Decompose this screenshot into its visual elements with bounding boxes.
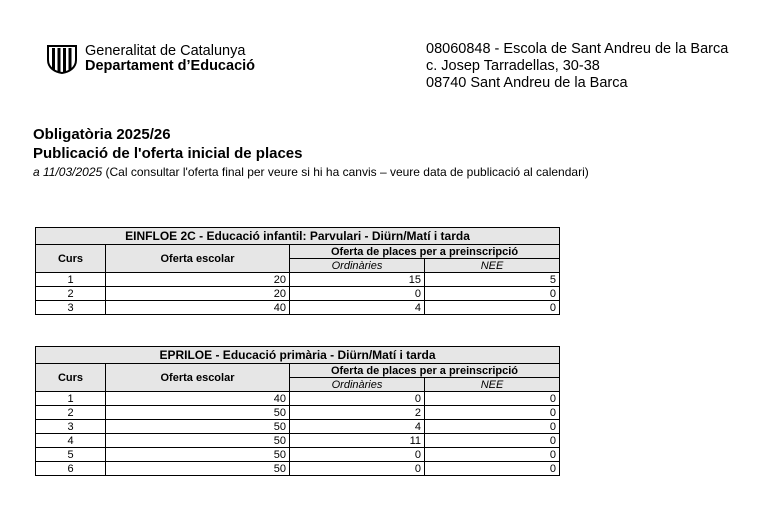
cell-ordinaries: 0 bbox=[290, 448, 425, 462]
offer-table-primaria bbox=[35, 346, 560, 476]
col-oferta-header: Oferta escolar bbox=[106, 364, 290, 392]
table-row bbox=[36, 448, 560, 462]
publication-note-text: (Cal consultar l'oferta final per veure si hi ha canvis – veure data de publicació al calendari) bbox=[102, 165, 589, 179]
cell-ordinaries: 0 bbox=[290, 462, 425, 476]
cell-ordinaries: 4 bbox=[290, 420, 425, 434]
table-row bbox=[36, 287, 560, 301]
page-subtitle: Publicació de l'oferta inicial de places bbox=[33, 145, 303, 162]
cell-nee: 0 bbox=[425, 406, 560, 420]
cell-curs: 5 bbox=[36, 448, 106, 462]
logo-line-2: Departament d’Educació bbox=[85, 58, 256, 74]
generalitat-emblem-icon bbox=[45, 44, 79, 74]
col-preinscripcio-header: Oferta de places per a preinscripció bbox=[290, 245, 560, 259]
table-row bbox=[36, 462, 560, 476]
table-row bbox=[36, 434, 560, 448]
col-nee-header: NEE bbox=[425, 378, 560, 392]
cell-curs: 6 bbox=[36, 462, 106, 476]
school-address bbox=[426, 41, 728, 92]
publication-note bbox=[33, 165, 589, 179]
cell-nee: 0 bbox=[425, 434, 560, 448]
cell-curs: 1 bbox=[36, 273, 106, 287]
cell-curs: 3 bbox=[36, 420, 106, 434]
cell-oferta: 40 bbox=[106, 392, 290, 406]
school-city: 08740 Sant Andreu de la Barca bbox=[426, 75, 628, 91]
school-code-name: 08060848 - Escola de Sant Andreu de la Barca bbox=[426, 41, 729, 57]
cell-oferta: 50 bbox=[106, 462, 290, 476]
cell-curs: 4 bbox=[36, 434, 106, 448]
generalitat-logo bbox=[45, 44, 255, 74]
cell-nee: 0 bbox=[425, 392, 560, 406]
cell-curs: 2 bbox=[36, 287, 106, 301]
page-title: Obligatòria 2025/26 bbox=[33, 126, 171, 143]
cell-oferta: 40 bbox=[106, 301, 290, 315]
cell-nee: 0 bbox=[425, 462, 560, 476]
table-title: EINFLOE 2C - Educació infantil: Parvulari - Diürn/Matí i tarda bbox=[36, 228, 560, 245]
cell-curs: 2 bbox=[36, 406, 106, 420]
publication-date: a 11/03/2025 bbox=[33, 165, 103, 179]
cell-oferta: 20 bbox=[106, 273, 290, 287]
logo-line-1: Generalitat de Catalunya bbox=[85, 43, 246, 59]
cell-nee: 0 bbox=[425, 287, 560, 301]
cell-oferta: 50 bbox=[106, 434, 290, 448]
cell-nee: 0 bbox=[425, 448, 560, 462]
col-curs-header: Curs bbox=[36, 245, 106, 273]
cell-oferta: 20 bbox=[106, 287, 290, 301]
cell-nee: 0 bbox=[425, 420, 560, 434]
table-row bbox=[36, 392, 560, 406]
cell-ordinaries: 0 bbox=[290, 392, 425, 406]
col-preinscripcio-header: Oferta de places per a preinscripció bbox=[290, 364, 560, 378]
cell-ordinaries: 0 bbox=[290, 287, 425, 301]
cell-oferta: 50 bbox=[106, 406, 290, 420]
col-nee-header: NEE bbox=[425, 259, 560, 273]
document-heading bbox=[33, 125, 589, 179]
col-ordinaries-header: Ordinàries bbox=[290, 378, 425, 392]
table-row bbox=[36, 301, 560, 315]
col-curs-header: Curs bbox=[36, 364, 106, 392]
cell-ordinaries: 15 bbox=[290, 273, 425, 287]
cell-nee: 5 bbox=[425, 273, 560, 287]
table-row bbox=[36, 273, 560, 287]
col-oferta-header: Oferta escolar bbox=[106, 245, 290, 273]
table-title: EPRILOE - Educació primària - Diürn/Matí i tarda bbox=[36, 347, 560, 364]
cell-ordinaries: 4 bbox=[290, 301, 425, 315]
col-ordinaries-header: Ordinàries bbox=[290, 259, 425, 273]
cell-curs: 3 bbox=[36, 301, 106, 315]
cell-oferta: 50 bbox=[106, 448, 290, 462]
offer-table-infantil bbox=[35, 227, 560, 315]
cell-oferta: 50 bbox=[106, 420, 290, 434]
cell-ordinaries: 2 bbox=[290, 406, 425, 420]
cell-curs: 1 bbox=[36, 392, 106, 406]
cell-ordinaries: 11 bbox=[290, 434, 425, 448]
cell-nee: 0 bbox=[425, 301, 560, 315]
school-street: c. Josep Tarradellas, 30-38 bbox=[426, 58, 600, 74]
table-row bbox=[36, 406, 560, 420]
table-row bbox=[36, 420, 560, 434]
